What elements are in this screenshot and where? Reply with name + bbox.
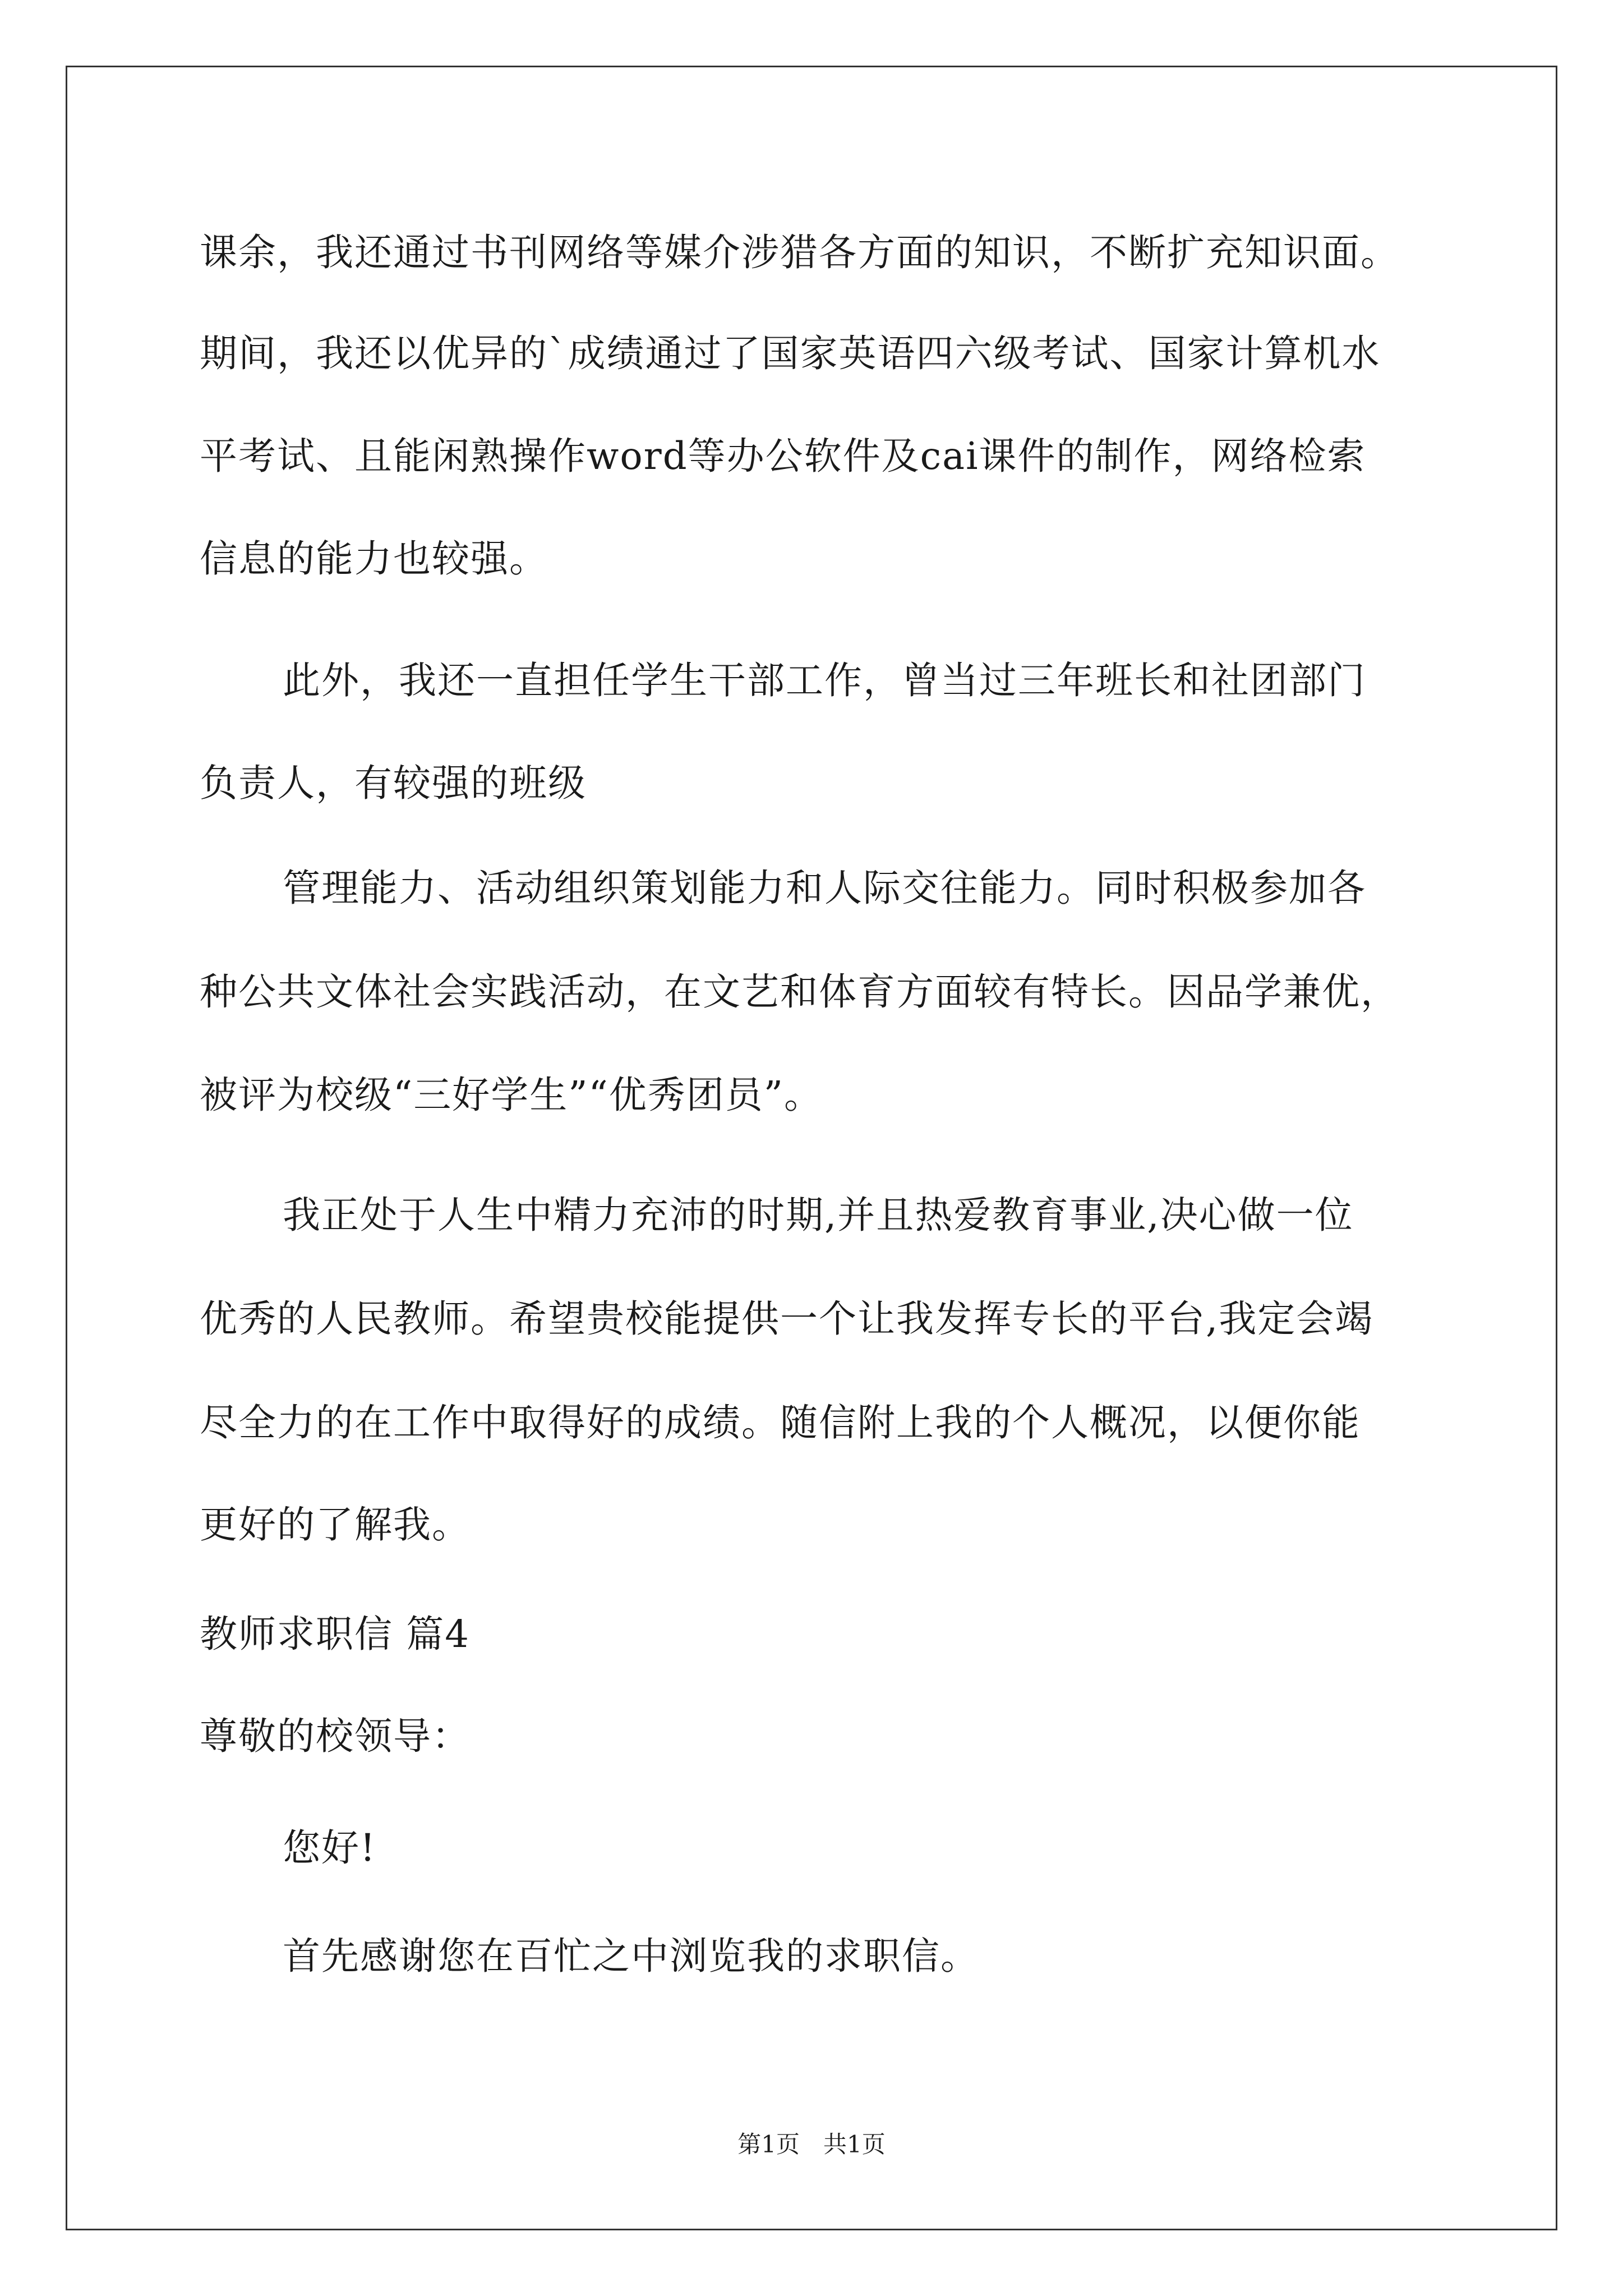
text-line: 负责人，有较强的班级	[200, 761, 587, 805]
greeting: 您好!	[283, 1826, 376, 1870]
text-line: 平考试、且能闲熟操作word等办公软件及cai课件的制作，网络检索	[200, 434, 1366, 478]
text-line: 尽全力的在工作中取得好的成绩。随信附上我的个人概况，以便你能	[200, 1401, 1361, 1444]
salutation: 尊敬的校领导：	[200, 1714, 471, 1758]
text-line: 优秀的人民教师。希望贵校能提供一个让我发挥专长的平台,我定会竭	[200, 1297, 1374, 1341]
text-line: 被评为校级“三好学生”“优秀团员”。	[200, 1073, 823, 1117]
section-heading: 教师求职信 篇4	[200, 1612, 470, 1656]
text-line: 期间，我还以优异的`成绩通过了国家英语四六级考试、国家计算机水	[200, 332, 1381, 375]
text-line: 更好的了解我。	[200, 1503, 471, 1547]
text-line: 此外，我还一直担任学生干部工作，曾当过三年班长和社团部门	[283, 659, 1366, 702]
page-border	[66, 66, 1557, 2230]
text-line: 我正处于人生中精力充沛的时期,并且热爱教育事业,决心做一位	[283, 1193, 1354, 1237]
text-line: 课余，我还通过书刊网络等媒介涉猎各方面的知识，不断扩充知识面。	[200, 231, 1399, 274]
page-number: 第1页 共1页	[737, 2131, 886, 2158]
text-line: 管理能力、活动组织策划能力和人际交往能力。同时积极参加各	[283, 866, 1366, 910]
text-line: 种公共文体社会实践活动，在文艺和体育方面较有特长。因品学兼优，	[200, 970, 1399, 1014]
text-line: 首先感谢您在百忙之中浏览我的求职信。	[283, 1934, 979, 1978]
text-line: 信息的能力也较强。	[200, 537, 548, 581]
